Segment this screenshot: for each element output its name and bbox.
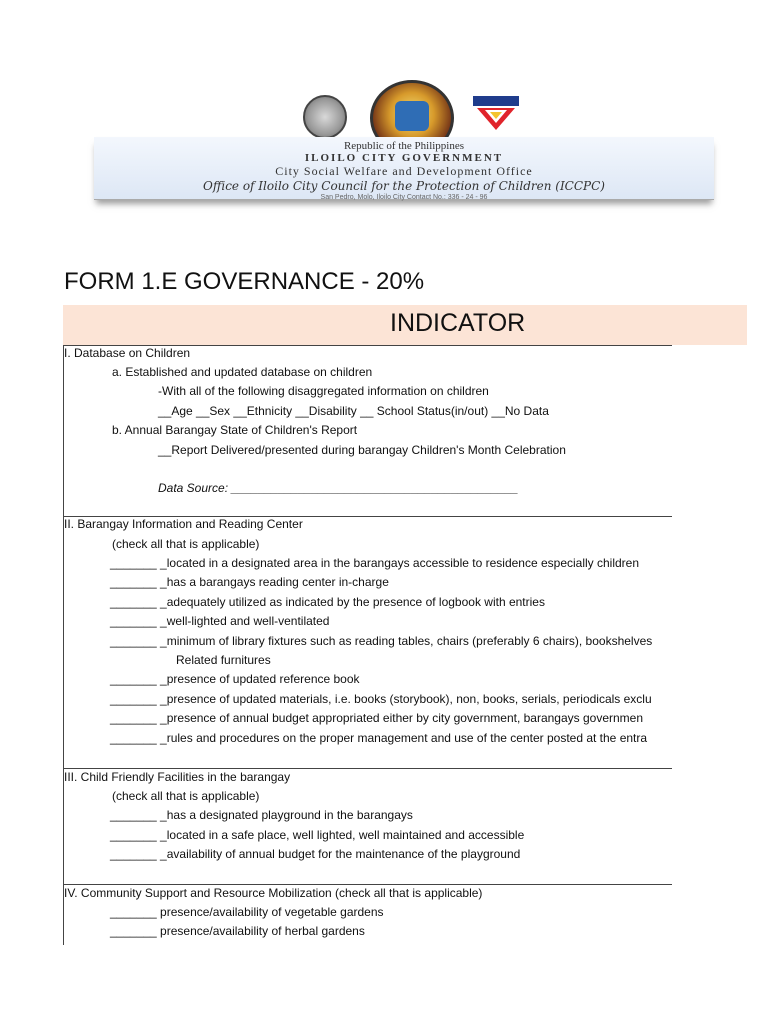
checklist-item: _______ _well-lighted and well-ventilated — [110, 614, 330, 628]
checklist-item: _______ _rules and procedures on the proper management and use of the center posted at the entra — [110, 731, 648, 745]
form-title: FORM 1.E GOVERNANCE - 20% — [64, 268, 425, 295]
section-1-item-b-sub: __Report Delivered/presented during barangay Children's Month Celebration — [158, 443, 566, 457]
checklist-item: _______ _located in a designated area in the barangays accessible to residence especially children — [110, 556, 640, 570]
section-1-item-a-sub: -With all of the following disaggregated information on children — [158, 384, 489, 398]
checklist-item: _______ _presence of annual budget appropriated either by city government, barangays governmen — [110, 711, 644, 725]
dswd-logo — [473, 96, 519, 132]
section-2-check-note: (check all that is applicable) — [112, 537, 260, 551]
checklist-item: _______ _presence of updated materials, i.e. books (storybook), non, books, serials, periodicals exclu — [110, 692, 652, 706]
checklist-item: _______ _adequately utilized as indicated by the presence of logbook with entries — [110, 595, 545, 609]
indicator-header: INDICATOR — [390, 309, 526, 337]
section-3-title: III. Child Friendly Facilities in the barangay — [64, 770, 291, 784]
cswdo-line: City Social Welfare and Development Office — [275, 164, 533, 178]
office-letterhead — [94, 137, 714, 200]
iccpc-office-line: Office of Iloilo City Council for the Protection of Children (ICCPC) — [203, 179, 605, 193]
section-2-title: II. Barangay Information and Reading Center — [64, 517, 303, 531]
city-government-line: ILOILO CITY GOVERNMENT — [304, 152, 504, 164]
checklist-item: _______ _has a designated playground in the barangays — [110, 808, 413, 822]
checklist-item: _______ _minimum of library fixtures such as reading tables, chairs (preferably 6 chairs), bookshelves — [110, 634, 653, 648]
section-1-item-a: a. Established and updated database on children — [112, 365, 373, 379]
iloilo-city-seal — [303, 95, 347, 139]
section-4-title: IV. Community Support and Resource Mobilization (check all that is applicable) — [64, 886, 483, 900]
checklist-item: _______ _located in a safe place, well lighted, well maintained and accessible — [110, 828, 525, 842]
section-1-title: I. Database on Children — [64, 346, 191, 360]
data-source-line: Data Source: ___________________________________________ — [158, 481, 519, 495]
checklist-item-continuation: Related furnitures — [176, 653, 271, 667]
address-line: San Pedro, Molo, Iloilo City Contact No.: 336 - 24 - 96 — [320, 194, 488, 201]
republic-line: Republic of the Philippines — [343, 140, 465, 152]
section-1-item-b: b. Annual Barangay State of Children's Report — [112, 423, 358, 437]
indicator-table — [64, 346, 672, 946]
section-1-item-a-options: __Age __Sex __Ethnicity __Disability __ School Status(in/out) __No Data — [158, 404, 549, 418]
section-3-check-note: (check all that is applicable) — [112, 789, 260, 803]
checklist-item: _______ presence/availability of vegetable gardens — [110, 905, 384, 919]
checklist-item: _______ _availability of annual budget for the maintenance of the playground — [110, 847, 521, 861]
checklist-item: _______ presence/availability of herbal gardens — [110, 924, 365, 938]
checklist-item: _______ _presence of updated reference book — [110, 672, 360, 686]
checklist-item: _______ _has a barangays reading center in-charge — [110, 575, 389, 589]
